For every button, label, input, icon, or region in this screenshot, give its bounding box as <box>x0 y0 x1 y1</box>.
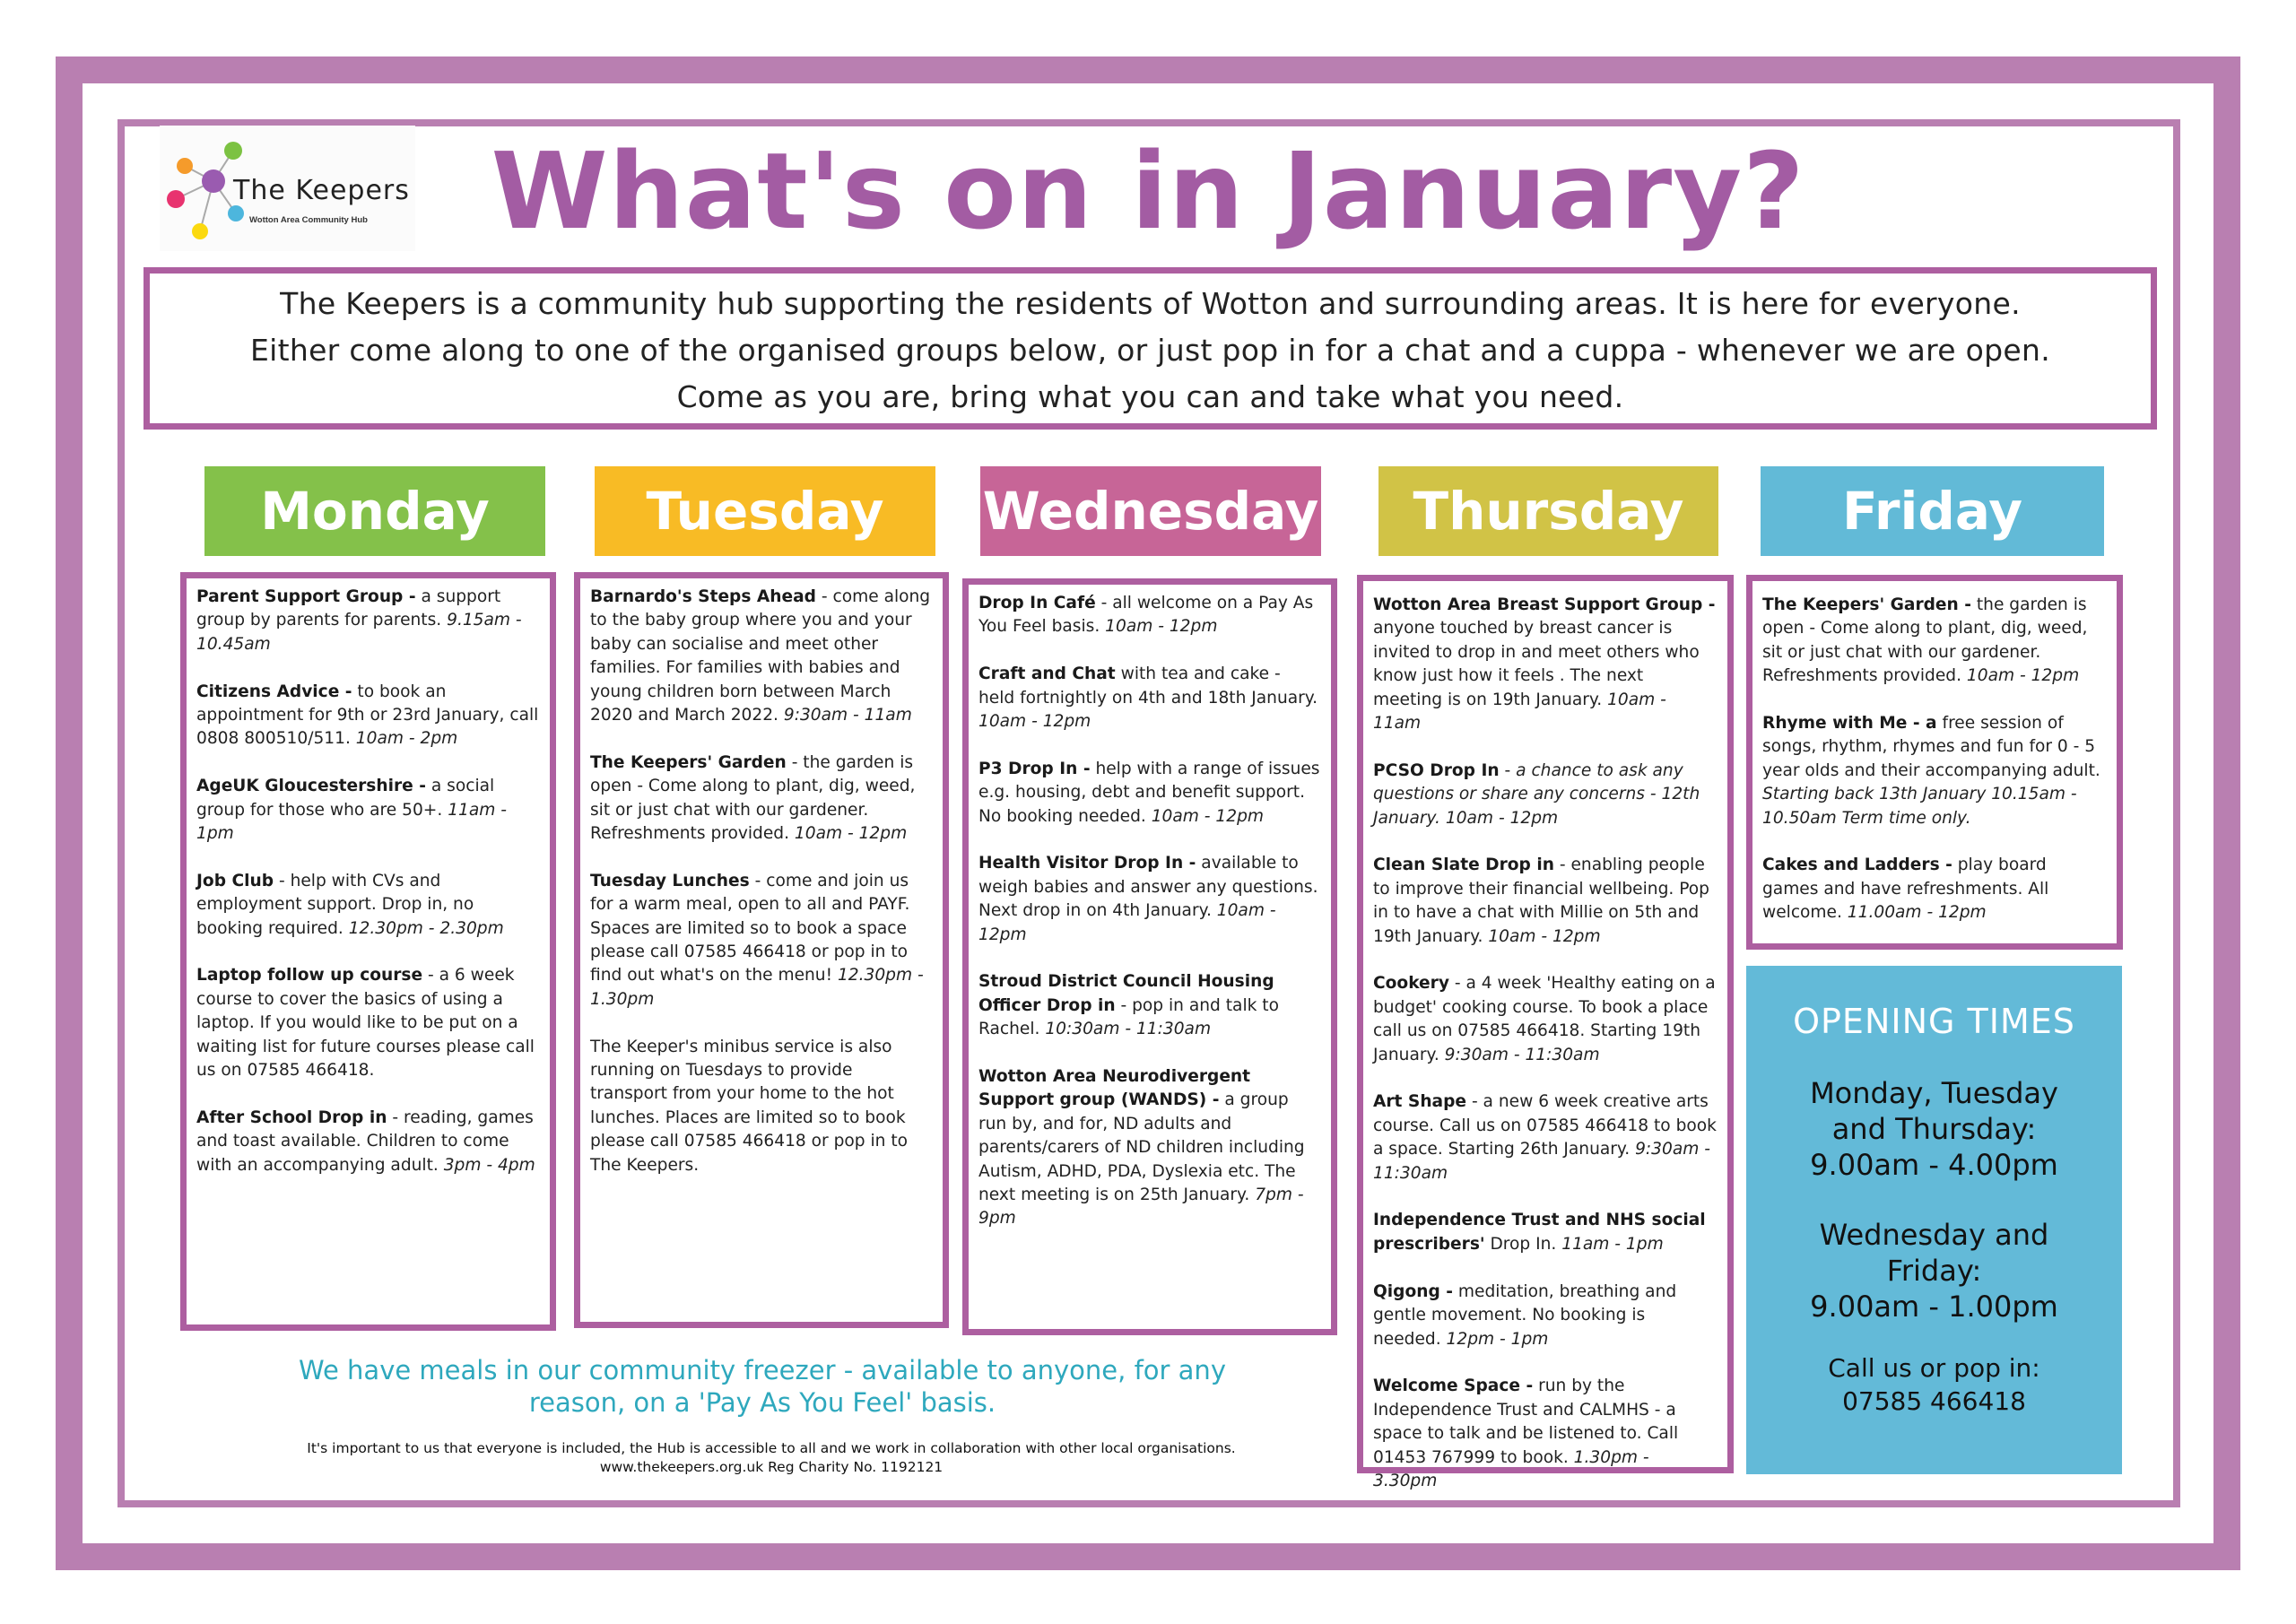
event-desc: a support group by parents for parents. <box>196 587 501 630</box>
event-desc: - come along to the baby group where you and your baby can socialise and meet other families. For families with babies and young children born between March 2020 and March 2022. <box>590 587 931 725</box>
day-box-friday <box>1746 575 2123 950</box>
opening-line: 9.00am - 4.00pm <box>1810 1148 2058 1182</box>
intro-line: Come as you are, bring what you can and take what you need. <box>676 379 1624 414</box>
event-desc: - a new 6 week creative arts course. Call us on 07585 466418 to book a space. Starting 26th January. <box>1373 1092 1717 1159</box>
event-desc: with tea and cake - held fortnightly on 4th and 18th January. <box>978 664 1318 708</box>
event-name: Health Visitor Drop In - <box>978 854 1196 873</box>
event-name: PCSO Drop In <box>1373 760 1500 780</box>
event-time: 3pm - 4pm <box>443 1155 535 1175</box>
event-item <box>196 964 539 1082</box>
event-desc: - the garden is open - Come along to plant, dig, weed, sit or just chat with our gardener. Refreshments provided. <box>590 752 916 844</box>
event-desc: Drop In. <box>1484 1234 1562 1254</box>
event-desc: - help with CVs and employment support. Drop in, no booking required. <box>196 871 474 938</box>
opening-times-box <box>1746 966 2122 1474</box>
opening-hours-mon-tue-thu <box>1746 1075 2122 1183</box>
event-name: Drop In Café <box>978 594 1096 612</box>
event-desc: available to weigh babies and answer any questions. Next drop in on 4th January. <box>978 854 1318 921</box>
day-box-wednesday <box>962 578 1337 1335</box>
opening-times-title: OPENING TIMES <box>1793 1002 2075 1041</box>
event-item <box>1373 1090 1717 1185</box>
event-time: 10am - 2pm <box>355 729 458 749</box>
event-time: 9:30am - 11am <box>783 706 912 725</box>
logo <box>160 126 415 251</box>
opening-line: and Thursday: <box>1831 1112 2037 1146</box>
event-name: After School Drop in <box>196 1107 387 1127</box>
event-name: Craft and Chat <box>978 664 1116 684</box>
event-item <box>978 852 1320 947</box>
event-time: 10am - 11am <box>1373 690 1666 734</box>
event-name: Cakes and Ladders - <box>1762 855 1952 875</box>
event-time: 12pm - 1pm <box>1446 1329 1549 1349</box>
freezer-notice <box>224 1354 1300 1419</box>
event-name: The Keepers' Garden - <box>1762 595 1971 614</box>
event-name: The Keepers' Garden <box>590 752 787 772</box>
day-header-wednesday: Wednesday <box>980 466 1321 556</box>
event-time: 10am - 12pm <box>794 824 908 844</box>
event-desc: The Keeper's minibus service is also running on Tuesdays to provide transport from your home to the hot lunches. Places are limited so to book please call 07585 466418 or pop in to The Keepers. <box>590 1037 908 1175</box>
day-box-tuesday <box>574 572 949 1328</box>
event-desc: meditation, breathing and gentle movement. No booking is needed. <box>1373 1281 1677 1349</box>
event-time: 12.30pm - 2.30pm <box>348 918 504 938</box>
event-item <box>1373 1209 1717 1256</box>
event-item <box>1373 594 1717 735</box>
event-time: 10am - 12pm <box>1105 617 1218 637</box>
event-time: 7pm - 9pm <box>978 1185 1304 1229</box>
event-time: Starting back 13th January 10.15am - 10.50am Term time only. <box>1762 785 2077 828</box>
event-item <box>978 592 1320 639</box>
event-desc: - a 6 week course to cover the basics of using a laptop. If you would like to be put on a waiting list for future courses please call us on 07585 466418. <box>196 966 535 1081</box>
footer <box>206 1439 1336 1477</box>
event-name: Stroud District Council Housing Officer Drop in <box>978 972 1274 1015</box>
event-item <box>196 775 539 846</box>
event-desc: - <box>1499 760 1517 780</box>
event-time: 11am - 1pm <box>196 800 507 844</box>
opening-line: Wednesday and <box>1819 1218 2049 1252</box>
freezer-line: We have meals in our community freezer - available to anyone, for any <box>299 1355 1226 1385</box>
event-time: 9:30am - 11:30am <box>1373 1140 1710 1183</box>
logo-subtitle: Wotton Area Community Hub <box>249 215 368 225</box>
event-desc: anyone touched by breast cancer is invited to drop in and meet others who know just how it feels . The next meeting is on 19th January. <box>1373 619 1700 709</box>
event-desc: to book an appointment for 9th or 23rd January, call 0808 800510/511. <box>196 682 539 749</box>
inclusion-statement: It's important to us that everyone is included, the Hub is accessible to all and we work in collaboration with other local organisations. <box>307 1440 1236 1456</box>
event-item <box>590 870 932 1012</box>
event-desc: play board games and have refreshments. All welcome. <box>1762 855 2049 923</box>
event-item <box>978 970 1320 1041</box>
event-time: a chance to ask any questions or share any concerns - 12th January. 10am - 12pm <box>1373 760 1700 828</box>
event-name: Qigong - <box>1373 1281 1454 1301</box>
event-item <box>978 1065 1320 1231</box>
day-header-thursday: Thursday <box>1378 466 1718 556</box>
event-desc: - a 4 week 'Healthy eating on a budget' cooking course. To book a place call us on 07585 466418. Starting 19th January. <box>1373 974 1716 1064</box>
day-header-monday: Monday <box>204 466 545 556</box>
opening-line: Friday: <box>1886 1254 1982 1288</box>
freezer-line: reason, on a 'Pay As You Feel' basis. <box>528 1387 996 1418</box>
event-name: Art Shape <box>1373 1092 1467 1112</box>
event-name: Wotton Area Neurodivergent Support group (WANDS) - <box>978 1067 1251 1110</box>
event-item <box>590 751 932 847</box>
event-time: 1.30pm - 3.30pm <box>1373 1447 1649 1490</box>
event-time: 12.30pm - 1.30pm <box>590 966 924 1009</box>
event-item <box>196 586 539 656</box>
event-desc: - reading, games and toast available. Children to come with an accompanying adult. <box>196 1107 534 1175</box>
contact-phone <box>1746 1351 2122 1418</box>
event-item <box>1373 854 1717 949</box>
event-desc: - pop in and talk to Rachel. <box>978 995 1279 1039</box>
event-name: Rhyme with Me - a <box>1762 714 1937 734</box>
event-time: 9:30am - 11:30am <box>1444 1045 1600 1064</box>
event-name: Barnardo's Steps Ahead <box>590 587 816 606</box>
event-item <box>1373 972 1717 1067</box>
event-item <box>590 586 932 727</box>
event-desc: run by the Independence Trust and CALMHS - a space to talk and be listened to. Call 01453 767999 to book. <box>1373 1376 1679 1467</box>
event-item <box>978 758 1320 829</box>
website-charity-number: www.thekeepers.org.uk Reg Charity No. 1192121 <box>599 1459 944 1475</box>
day-header-tuesday: Tuesday <box>595 466 935 556</box>
event-desc: - come and join us for a warm meal, open to all and PAYF. Spaces are limited so to book a space please call 07585 466418 or pop in to find out what's on the menu! <box>590 871 910 986</box>
event-item <box>196 870 539 941</box>
event-desc: a social group for those who are 50+. <box>196 777 495 820</box>
event-desc: free session of songs, rhythm, rhymes and fun for 0 - 5 year olds and their accompanying adult. <box>1762 714 2100 780</box>
event-name: Citizens Advice - <box>196 682 352 701</box>
day-box-thursday <box>1357 575 1734 1490</box>
event-item <box>1762 854 2106 925</box>
event-item <box>196 1107 539 1177</box>
event-item <box>590 1036 932 1177</box>
event-name: Wotton Area Breast Support Group - <box>1373 595 1716 614</box>
intro-line: Either come along to one of the organised groups below, or just pop in for a chat and a cuppa - whenever we are open. <box>250 333 2050 368</box>
day-header-friday: Friday <box>1761 466 2104 556</box>
event-time: 10am - 12pm <box>978 712 1091 732</box>
event-desc: help with a range of issues e.g. housing, debt and benefit support. No booking needed. <box>978 759 1320 826</box>
event-item <box>196 681 539 751</box>
event-time: 11.00am - 12pm <box>1847 903 1987 923</box>
event-time: 10am - 12pm <box>1966 666 2080 686</box>
event-name: Tuesday Lunches <box>590 871 750 890</box>
event-name: Welcome Space - <box>1373 1376 1534 1396</box>
event-item <box>978 663 1320 734</box>
event-item <box>1373 760 1717 830</box>
event-time: 9.15am - 10.45am <box>196 611 522 654</box>
event-name: Parent Support Group - <box>196 587 416 606</box>
opening-line: 9.00am - 1.00pm <box>1810 1290 2058 1324</box>
opening-hours-wed-fri <box>1746 1217 2122 1324</box>
event-name: Cookery <box>1373 974 1449 994</box>
event-item <box>1762 594 2106 689</box>
event-desc: the garden is open - Come along to plant, dig, weed, sit or just chat with our gardener. Refreshments provided. <box>1762 595 2088 686</box>
opening-line: Monday, Tuesday <box>1810 1076 2058 1110</box>
page-title: What's on in January? <box>491 129 1805 253</box>
event-desc: - enabling people to improve their financial wellbeing. Pop in to have a chat with Millie on 5th and 19th January. <box>1373 855 1709 946</box>
intro-box <box>144 267 2157 430</box>
event-desc: a group run by, and for, ND adults and parents/carers of ND children including Autism, ADHD, PDA, Dyslexia etc. The next meeting is on 25th January. <box>978 1090 1305 1205</box>
logo-name: The Keepers <box>233 175 410 206</box>
event-time: 10am - 12pm <box>1151 806 1264 826</box>
event-name: Laptop follow up course <box>196 966 423 986</box>
event-item <box>1373 1375 1717 1493</box>
event-time: 10:30am - 11:30am <box>1045 1020 1212 1039</box>
day-box-monday <box>180 572 556 1331</box>
event-name: Independence Trust and NHS social prescribers' <box>1373 1211 1706 1254</box>
event-item <box>1762 712 2106 830</box>
event-desc: - all welcome on a Pay As You Feel basis. <box>978 594 1314 637</box>
event-time: 10am - 12pm <box>1488 926 1601 946</box>
phone-number: 07585 466418 <box>1842 1386 2026 1416</box>
event-name: AgeUK Gloucestershire - <box>196 777 426 796</box>
intro-line: The Keepers is a community hub supporting the residents of Wotton and surrounding areas. It is here for everyone. <box>280 286 2021 321</box>
event-time: 11am - 1pm <box>1561 1234 1664 1254</box>
event-name: P3 Drop In - <box>978 759 1091 778</box>
event-item <box>1373 1281 1717 1351</box>
event-name: Clean Slate Drop in <box>1373 855 1554 875</box>
event-time: 10am - 12pm <box>978 901 1276 944</box>
event-name: Job Club <box>196 871 274 890</box>
call-label: Call us or pop in: <box>1828 1353 2040 1383</box>
